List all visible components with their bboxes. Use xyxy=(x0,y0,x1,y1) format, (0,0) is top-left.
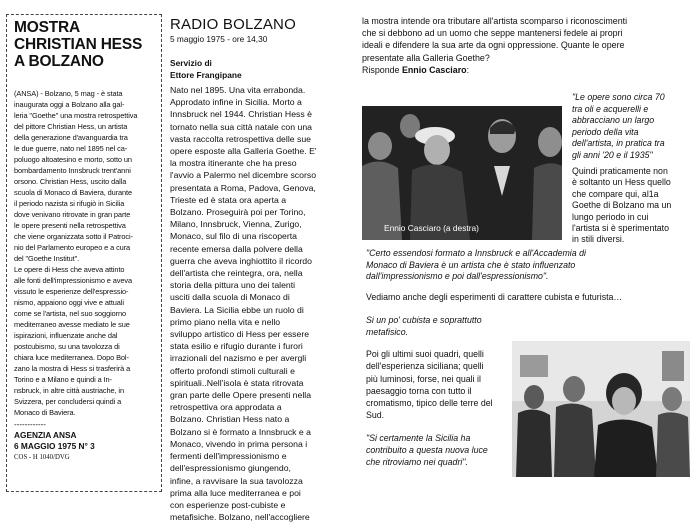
quote-4 xyxy=(366,432,510,468)
text-line: l'avvio a Palermo nel dicembre scorso xyxy=(170,170,317,181)
text-line: Quindi praticamente non xyxy=(572,166,668,176)
text-line: paesaggio torna con tutto il xyxy=(366,385,472,396)
text-line: come se l'artista, nel suo soggiorno xyxy=(14,309,127,318)
text-line: dove venivano ritrovate in gran parte xyxy=(14,210,131,219)
text-line: Monaco di Baviera è un artista che è stato influenzato xyxy=(366,259,576,270)
text-line: metafisico. xyxy=(366,326,409,337)
text-line: la mostra itinerante che ha preso xyxy=(170,158,297,169)
text-line: Poi gli ultimi suoi quadri, quelli xyxy=(366,349,484,359)
text-line: poluogo altoatesino e morto, sotto un xyxy=(14,155,132,164)
text-line: infine, a ravvisare la sua tavolozza xyxy=(170,475,303,486)
text-line: Le opere di Hess che aveva attinto xyxy=(14,265,125,274)
text-line: ideali e difendere la sua arte da ogni oppressione. Quante le opere xyxy=(362,40,625,51)
text-line: mediterraneo avesse mediato le sue xyxy=(14,320,130,329)
text-line: vasta raccolta retrospettiva delle sue xyxy=(170,133,312,144)
text-line: con esperienze post-cubiste e xyxy=(170,499,286,510)
text-line: metafisiche. Bolzano, nell'accogliere xyxy=(170,512,310,523)
text-line: offerto profondi stimoli culturali e xyxy=(170,365,295,376)
text-line: la mostra intende ora tributare all'artista scomparso i riconoscimenti xyxy=(362,16,628,26)
ansa-title-line: MOSTRA xyxy=(14,19,80,36)
ansa-footer-line: 6 MAGGIO 1975 N° 3 xyxy=(14,440,95,451)
text-line: inaugurata oggi a Bolzano alla gal- xyxy=(14,100,125,109)
text-line: opere esposte alla Galleria Goethe. E' xyxy=(170,146,317,157)
text-line: contribuito a questa nuova luce xyxy=(366,445,488,455)
intro-lines xyxy=(362,15,692,64)
text-line: stata esilio e rifugio durante i furori xyxy=(170,341,303,352)
text-line: che compare qui, al1a xyxy=(572,188,659,199)
text-line: Monaco, sul filo di una riscoperta xyxy=(170,231,297,242)
text-line: presentate alla Galleria Goethe? xyxy=(362,52,490,63)
text-line: zano la mostra di Hess si trasferirà a xyxy=(14,364,131,373)
radio-body xyxy=(170,84,350,523)
text-line: Monaco di Baviera. xyxy=(14,408,76,417)
text-line: nio del Parlamento europeo e a cura xyxy=(14,243,131,252)
text-line: "Certo essendosi formato a Innsbruck e all'Accademia di xyxy=(366,248,586,258)
text-line: ispirazioni, influenzate anche dal xyxy=(14,331,118,340)
text-line: che si debbono ad un uomo che seppe mantenersi fedele ai propri xyxy=(362,28,623,39)
text-line: "Le opere sono circa 70 xyxy=(572,92,665,102)
text-line: fermenti dell'impressionismo e xyxy=(170,451,287,462)
text-line: prima alla luce mediterranea e poi xyxy=(170,487,301,498)
text-line: che ritroviamo nei quadri". xyxy=(366,457,468,467)
text-line: sviluppo artistico di Hess per essere xyxy=(170,329,310,340)
text-line: (ANSA) - Bolzano, 5 mag - è stata xyxy=(14,89,123,98)
text-line: nismo, appaiono oggi vive e attuali xyxy=(14,298,124,307)
text-line: Si un po' cubista e soprattutto xyxy=(366,315,482,325)
text-line: retrospettiva ora approdata a xyxy=(170,402,282,413)
text-line: del "Goethe Institut". xyxy=(14,254,80,263)
text-line: Nato nel 1895. Una vita errabonda. xyxy=(170,85,306,95)
text-line: Torino e a Milano e quindi a In- xyxy=(14,375,112,384)
ansa-code: COS - H 1040/DVG xyxy=(14,454,70,461)
text-line: dell'artista che reintegra, ora, nella xyxy=(170,268,303,279)
text-line: Goethe di Bolzano ma un xyxy=(572,200,672,211)
radio-title: RADIO BOLZANO xyxy=(170,16,296,33)
photo-casciaro-image xyxy=(362,106,562,240)
text-line: periodo della vita xyxy=(572,126,639,137)
quote-3 xyxy=(366,315,506,338)
text-line: Bolzano si è formato a Innsbruck e a xyxy=(170,426,312,437)
respond-suffix: : xyxy=(466,64,470,75)
text-line: Sud. xyxy=(366,410,385,421)
text-line: più luminosi, forse, nei quali il xyxy=(366,373,481,384)
text-line: dell'artista, in pratica tra xyxy=(572,138,665,149)
photo-casciaro xyxy=(362,106,562,240)
text-line: lungo periodo in cui xyxy=(572,211,649,222)
text-line: "Si certamente la Sicilia ha xyxy=(366,433,471,443)
radio-service-line: Servizio di xyxy=(170,58,212,68)
text-line: le due guerre, nato nel 1895 nel ca- xyxy=(14,144,128,153)
text-line: del pittore Christian Hess, un artista xyxy=(14,122,128,131)
text-line: scuola di Monaco di Baviera, durante xyxy=(14,188,133,197)
text-line: chiara luce mediterranea. Dopo Bol- xyxy=(14,353,129,362)
quote-2 xyxy=(366,248,692,283)
radio-service xyxy=(170,57,242,81)
ansa-footer-line: AGENZIA ANSA xyxy=(14,430,77,440)
text-line: alle fonti dell'impressionismo e aveva xyxy=(14,276,132,285)
text-line: presentata a Roma, Padova, Genova, xyxy=(170,182,316,193)
text-line: leria "Goethe" una mostra retrospettiva xyxy=(14,111,138,120)
text-line: Baviera. La Sicilia ebbe un ruolo di xyxy=(170,304,304,315)
text-line: della generazione d'avanguardia tra xyxy=(14,133,128,142)
text-line: Trieste ed è stata ora aperta a xyxy=(170,194,287,205)
text-line: spirituali..Nell'isola è stata ritrovata xyxy=(170,377,304,388)
text-line: nsbruck, in altre città austriache, in xyxy=(14,386,124,395)
text-line: abbracciano un largo xyxy=(572,115,655,126)
text-line: gran parte delle Opere presenti nella xyxy=(170,390,312,401)
text-line: Bolzano. Christian Hess nato a xyxy=(170,414,290,425)
text-line: Svizzera, per concludersi quindi a xyxy=(14,397,122,406)
photo-caption: Ennio Casciaro (a destra) xyxy=(384,223,479,233)
respond-prefix: Risponde xyxy=(362,64,402,75)
radio-service-line: Ettore Frangipane xyxy=(170,70,242,80)
ansa-title-line: A BOLZANO xyxy=(14,53,104,70)
text-line: dell'esperienza siciliana; quelli xyxy=(366,361,484,372)
body-4 xyxy=(366,348,506,422)
text-line: che viene organizzata sotto il Patroci- xyxy=(14,232,133,241)
text-line: dall'impressionismo e poi dall'espressionismo". xyxy=(366,271,549,281)
text-line: recente emersa dalla polvere della xyxy=(170,243,303,254)
text-line: è soltanto un Hess quello xyxy=(572,177,671,188)
respond-name: Ennio Casciaro xyxy=(401,64,467,75)
text-line: guerra che aveva inghiottito il ricordo xyxy=(170,255,312,266)
right-intro xyxy=(362,15,692,76)
question-line: Vediamo anche degli esperimenti di carattere cubista e futurista… xyxy=(366,292,623,302)
text-line: usciti dalla scuola di Monaco di xyxy=(170,292,290,303)
text-line: Milano, Innsbruck, Vienna, Zurigo, xyxy=(170,219,302,230)
text-line: bombardamento Innsbruck trent'anni xyxy=(14,166,131,175)
radio-date: 5 maggio 1975 - ore 14,30 xyxy=(170,34,268,44)
photo-visitors-image xyxy=(512,341,690,477)
text-line: il periodo nazista si rifugiò in Sicilia xyxy=(14,199,125,208)
ansa-body xyxy=(14,88,158,418)
text-line: orsono. Christian Hess, uscito dalla xyxy=(14,177,127,186)
text-line: l'artista si è sperimentato xyxy=(572,223,670,234)
text-line: Bolzano. Proseguirà poi per Torino, xyxy=(170,207,306,218)
text-line: postcubismo, su una tavolozza di xyxy=(14,342,120,351)
ansa-separator: ------------ xyxy=(14,420,46,429)
text-line: irrazionali del nazismo e per avergli xyxy=(170,353,307,364)
respond-line xyxy=(362,64,692,76)
quote-1 xyxy=(572,92,694,162)
text-line: tornato nella sua città natale con una xyxy=(170,121,312,132)
text-line: storia della pittura uno dei talenti xyxy=(170,280,296,291)
ansa-title xyxy=(14,19,160,70)
text-line: dell'espressionismo giungendo, xyxy=(170,463,291,474)
text-line: vissuto le esperienze dell'espressio- xyxy=(14,287,129,296)
quote-1-body xyxy=(572,166,694,246)
ansa-title-line: CHRISTIAN HESS xyxy=(14,36,143,53)
text-line: primo piano nella vita e nello xyxy=(170,316,281,327)
text-line: gli anni '20 e il 1935" xyxy=(572,149,653,160)
text-line: in stili diversi. xyxy=(572,234,625,245)
text-line: Monaco, vivendo in prima persona i xyxy=(170,438,308,449)
text-line: Innsbruck nel 1944. Christian Hess è xyxy=(170,109,312,120)
text-line: cromatismo, tipico delle terre del xyxy=(366,398,493,409)
ansa-footer xyxy=(14,430,158,451)
text-line: Approdato infine in Sicilia. Morto a xyxy=(170,97,302,108)
text-line: le opere presenti nella retrospettiva xyxy=(14,221,126,230)
photo-visitors xyxy=(512,341,690,477)
text-line: tra oli e acquerelli e xyxy=(572,103,649,114)
